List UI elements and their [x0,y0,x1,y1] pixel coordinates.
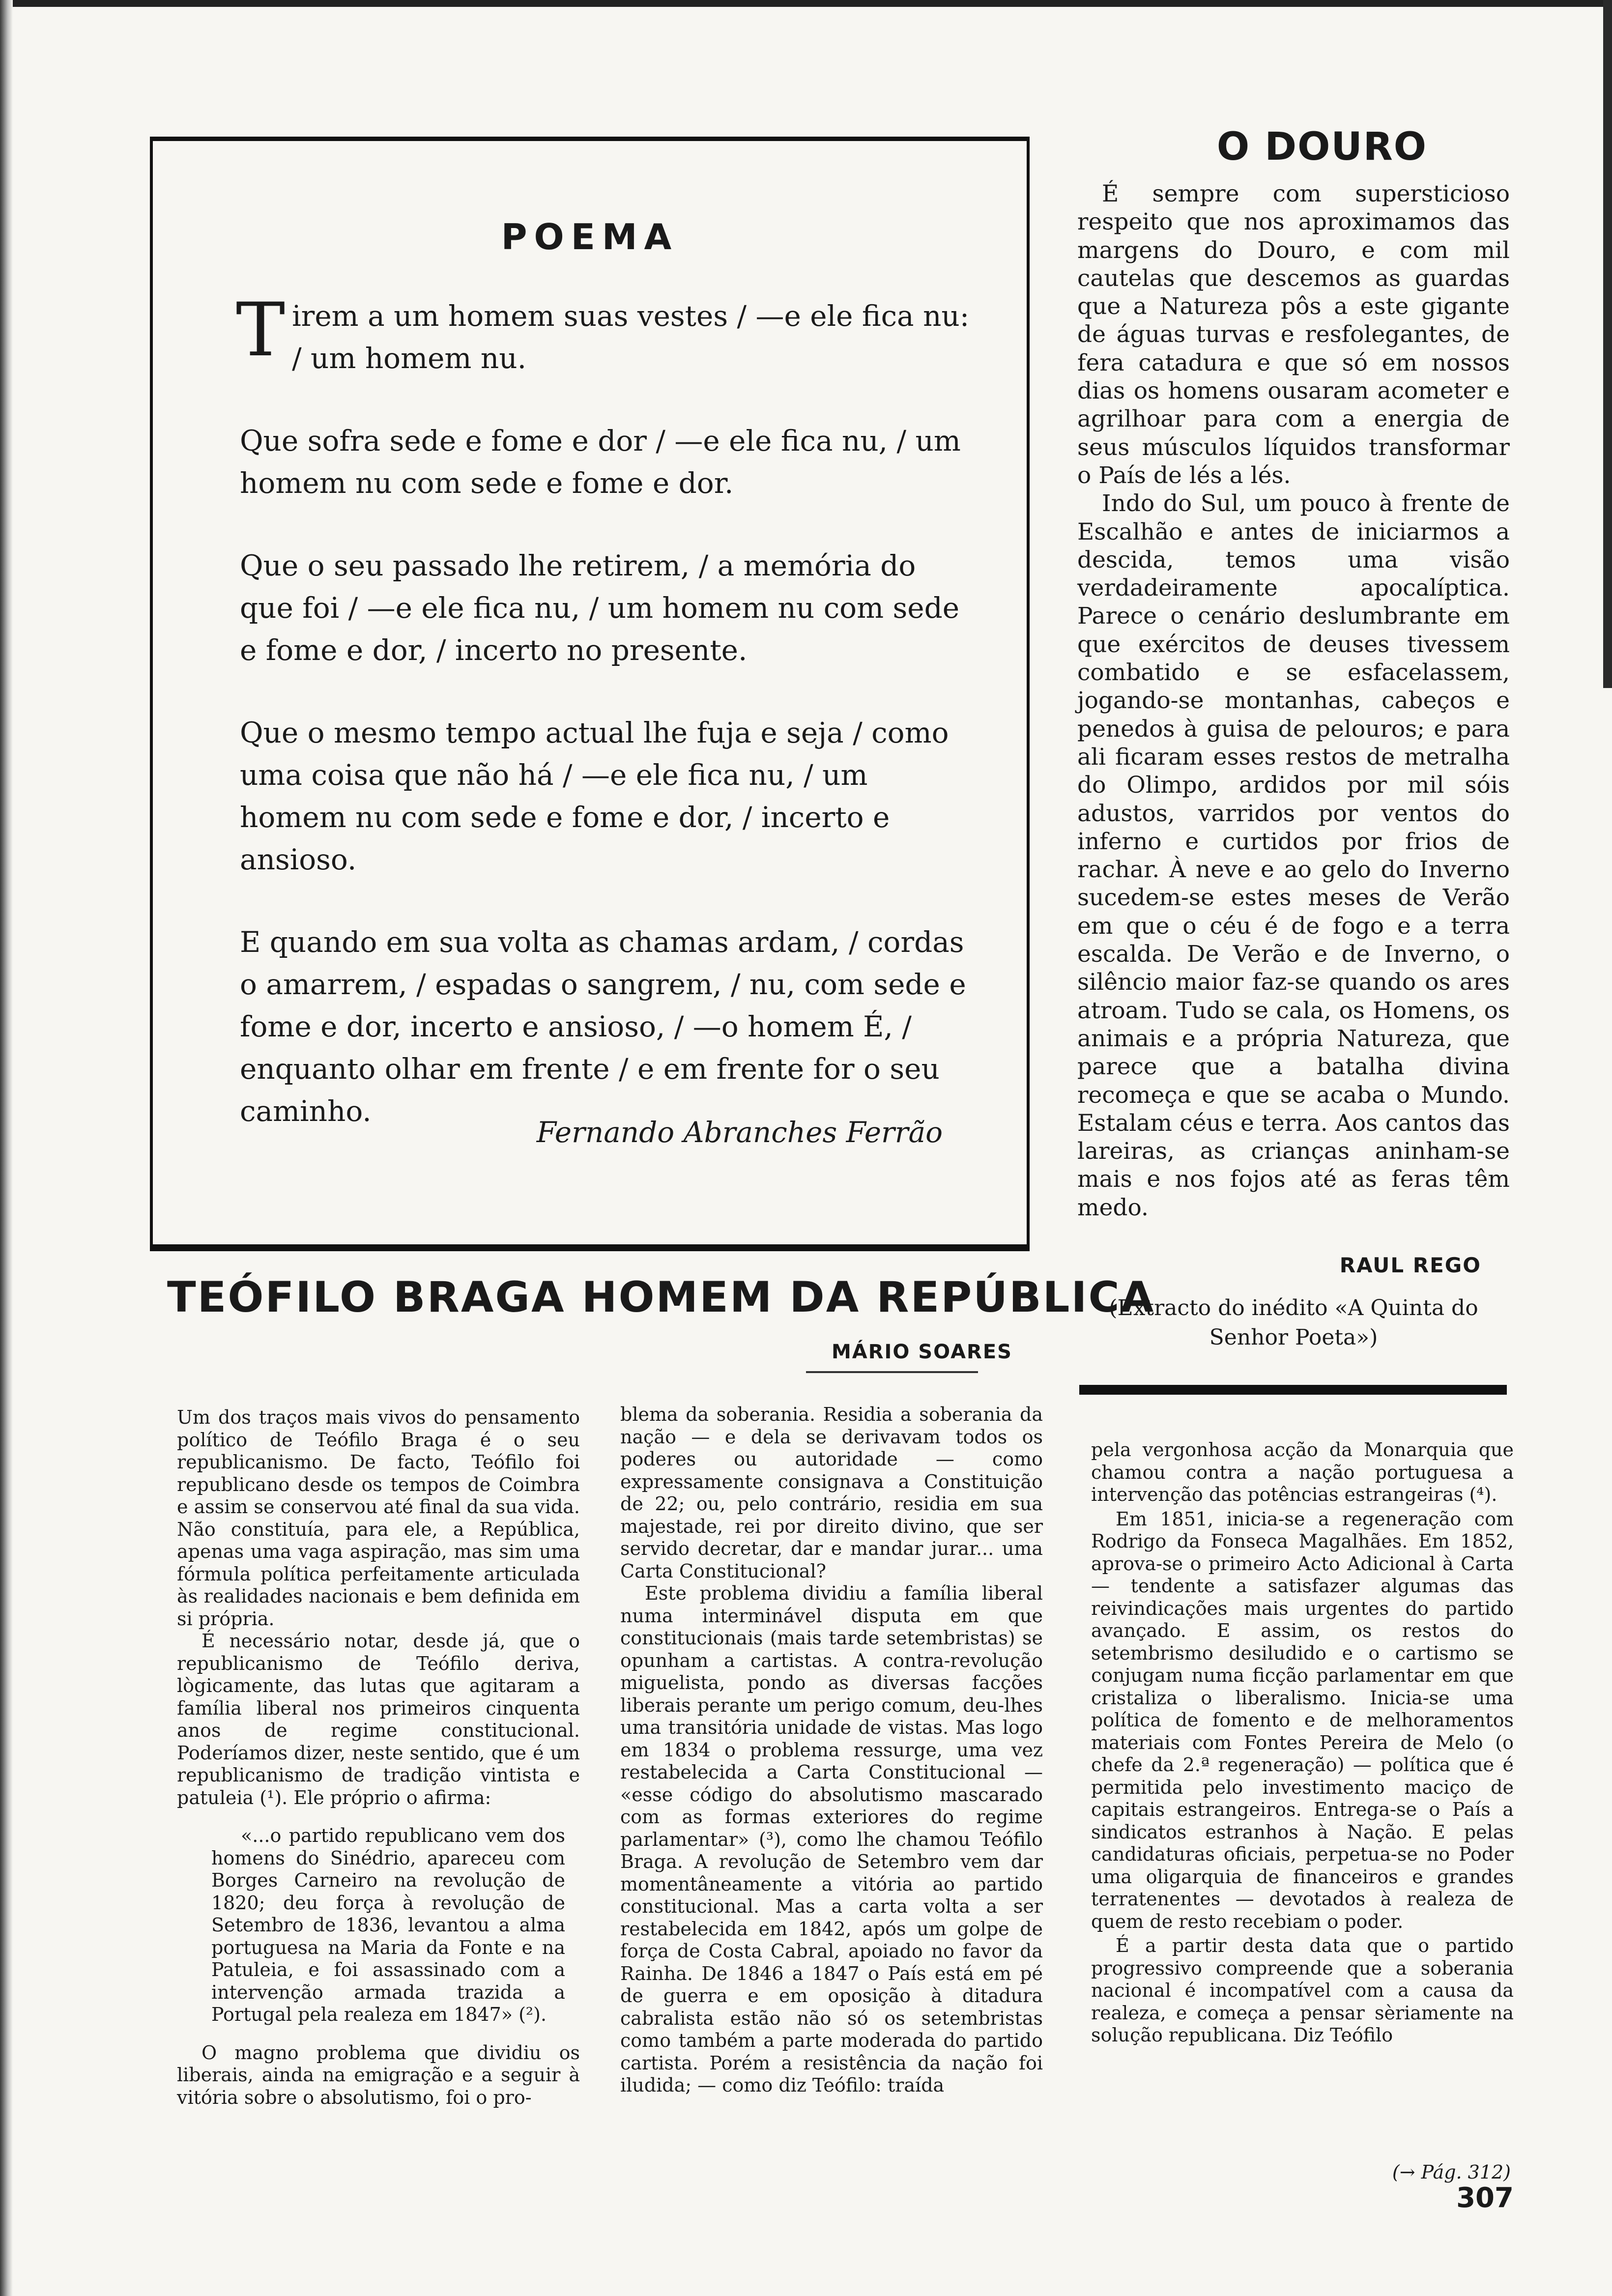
douro-body [1077,180,1510,1222]
douro-paragraph: Indo do Sul, um pouco à frente de Escalhão e antes de iniciarmos a descida, temos uma visão verdadeiramente apocalíptica. Parece o cenário deslumbrante em que exércitos de deuses tivessem combatido e se esfacelassem, jogando-se montanhas, cabeços e penedos à guisa de pelouros; e para ali ficaram esses restos de metralha do Olimpo, ardidos por mil sóis adustos, varridos por ventos do inferno e curtidos por frios de rachar. À neve e ao gelo do Inverno sucedem-se estes meses de Verão em que o céu é de fogo e a terra escalda. De Verão e de Inverno, o silêncio maior faz-se quando os ares atroam. Tudo se cala, os Homens, os animais e a própria Natureza, que parece que a batalha divina recomeça e que se acaba o Mundo. Estalam céus e terra. Aos cantos das lareiras, as crianças aninham-se mais e nos fojos até as feras têm medo. [1077,490,1510,1221]
article-column-3 [1091,1439,1514,2047]
article-byline: MÁRIO SOARES [831,1341,1012,1363]
article-quote: «...o partido republicano vem dos homens do Sinédrio, apareceu com Borges Carneiro na revolução de 1820; deu força à revolução de Setembro de 1836, levantou a alma portuguesa na Maria da Fonte e na Patuleia, e foi assassinado com a intervenção armada trazida a Portugal pela realeza em 1847» (²). [211,1825,565,2025]
section-divider-rule [1079,1385,1507,1395]
scan-left-edge [0,0,13,2296]
poem-title: POEMA [501,216,679,258]
poem-stanza: Que o seu passado lhe retirem, / a memória do que foi / —e ele fica nu, / um homem nu com sede e fome e dor, / incerto no presente. [240,549,960,667]
continuation-reference: (→ Pág. 312) [1392,2161,1511,2183]
article-paragraph: É a partir desta data que o partido progressivo compreende que a soberania nacional é incompatível com a causa da realeza, e começa a pensar sèriamente na solução republicana. Diz Teófilo [1091,1935,1514,2046]
douro-author: RAUL REGO [1339,1253,1481,1277]
poem-stanza: E quando em sua volta as chamas ardam, / cordas o amarrem, / espadas o sangrem, / nu, com sede e fome e dor, incerto e ansioso, / —o homem É, / enquanto olhar em frente / e em frente for o seu caminho. [240,925,966,1128]
top-border-rule [0,0,1612,7]
article-column-2 [620,1404,1043,2097]
poem-stanza: Que sofra sede e fome e dor / —e ele fica nu, / um homem nu com sede e fome e dor. [240,424,961,500]
article-paragraph: blema da soberania. Residia a soberania da nação — e dela se derivavam todos os poderes ou autoridade — como expressamente consignava a Constituição de 22; ou, pelo contrário, residia em sua majestade, rei por direito divino, que ser servido decretar, dar e mandar jurar... uma Carta Constitucional? [620,1404,1043,1582]
douro-paragraph: É sempre com supersticioso respeito que nos aproximamos das margens do Douro, e com mil cautelas que descemos as guardas que a Natureza pôs a este gigante de águas turvas e resfolegantes, de fera catadura e que só em nossos dias os homens ousaram acometer e agrilhoar para com a energia de seus músculos líquidos transformar o País de lés a lés. [1077,180,1510,489]
byline-underline [806,1371,978,1373]
article-paragraph: Em 1851, inicia-se a regeneração com Rodrigo da Fonseca Magalhães. Em 1852, aprova-se o primeiro Acto Adicional à Carta — tendente a satisfazer algumas das reivindicações mais urgentes do partido avançado. E assim, os restos do setembrismo desiludido e o cartismo se conjugam numa ficção parlamentar em que cristaliza o liberalismo. Inicia-se uma política de fomento e de melhoramentos materiais com Fontes Pereira de Melo (o chefe da 2.ª regeneração) — política que é permitida pelo investimento maciço de capitais estrangeiros. Entrega-se o País a sindicatos estranhos à Nação. E pelas candidaturas oficiais, perpetua-se no Poder uma oligarquia de financeiros e grandes terratenentes — devotados à realeza de quem de resto recebiam o poder. [1091,1508,1514,1932]
poem-author: Fernando Abranches Ferrão [536,1116,943,1149]
article-paragraph: Este problema dividiu a família liberal numa interminável disputa em que constitucionais (mais tarde setembristas) se opunham a cartistas. A contra-revolução miguelista, pondo as diversas facções liberais perante um perigo comum, deu-lhes uma transitória unidade de vistas. Mas logo em 1834 o problema ressurge, uma vez restabelecida a Carta Constitucional — «esse código do absolutismo mascarado com as formas exteriores do regime parlamentar» (³), como lhe chamou Teófilo Braga. A revolução de Setembro vem dar momentâneamente a vitória ao partido constitucional. Mas a carta volta a ser restabelecida em 1842, após um golpe de força de Costa Cabral, apoiado no favor da Rainha. De 1846 a 1847 o País está em pé de guerra e em oposição à ditadura cabralista estão não só os setembristas como também a parte moderada do partido cartista. Porém a resistência da nação foi iludida; — como diz Teófilo: traída [620,1582,1043,2096]
poem-stanza: Que o mesmo tempo actual lhe fuja e seja / como uma coisa que não há / —e ele fica nu, / um homem nu com sede e fome e dor, / incerto e ansioso. [240,716,949,876]
poem-frame-bottom-rule [150,1244,1030,1251]
article-column-1 [177,1406,580,2109]
poem-stanza: Tirem a um homem suas vestes / —e ele fica nu: / um homem nu. [236,287,970,375]
article-paragraph: O magno problema que dividiu os liberais, ainda na emigração e a seguir à vitória sobre o absolutismo, foi o pro- [177,2041,580,2108]
douro-source-note: (Extracto do inédito «A Quinta do Senhor Poeta») [1109,1295,1478,1350]
article-paragraph: Um dos traços mais vivos do pensamento político de Teófilo Braga é o seu republicanismo. De facto, Teófilo foi republicano desde os tempos de Coimbra e assim se conservou até final da sua vida. Não constituía, para ele, a República, apenas uma vaga aspiração, mas sim uma fórmula política perfeitamente articulada às realidades nacionais e bem definida em si própria. [177,1406,580,1630]
article-headline: TEÓFILO BRAGA HOMEM DA REPÚBLICA [167,1273,1155,1322]
page-number: 307 [1456,2182,1514,2214]
douro-title: O DOURO [1216,125,1428,169]
poem-body [236,287,972,1173]
scan-right-edge [1603,0,1612,688]
article-paragraph: É necessário notar, desde já, que o republicanismo de Teófilo deriva, lògicamente, das lutas que agitaram a família liberal nos primeiros cinquenta anos de regime constitucional. Poderíamos dizer, neste sentido, que é um republicanismo de tradição vintista e patuleia (¹). Ele próprio o afirma: [177,1630,580,1808]
article-paragraph: pela vergonhosa acção da Monarquia que chamou contra a nação portuguesa a intervenção das potências estrangeiras (⁴). [1091,1439,1514,1505]
